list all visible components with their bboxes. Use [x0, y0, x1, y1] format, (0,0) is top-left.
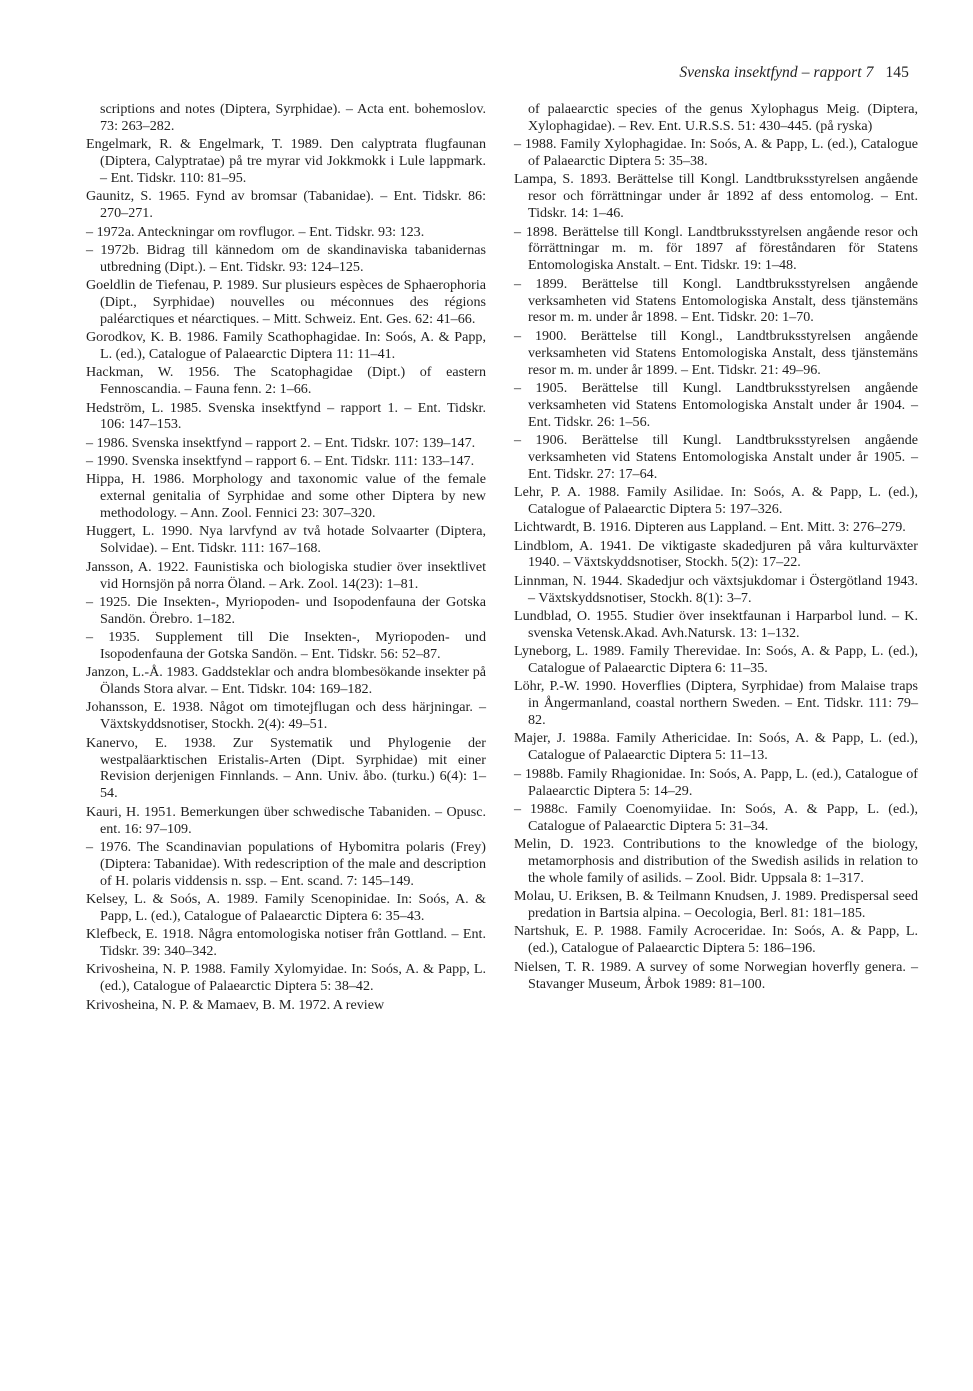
reference-entry: Kelsey, L. & Soós, A. 1989. Family Scenopinidae. In: Soós, A. & Papp, L. (ed.), Catalogue of Palaearctic Diptera 6: 35–43.	[86, 890, 486, 924]
reference-entry: Engelmark, R. & Engelmark, T. 1989. Den calyptrata flugfaunan (Diptera, Calyptratae) på tre myrar vid Jokkmokk i Lule lappmark. – Ent. Tidskr. 110: 81–95.	[86, 136, 486, 187]
reference-entry: Janzon, L.-Å. 1983. Gaddsteklar och andra blombesökande insekter på Ölands Stora alvar. – Ent. Tidskr. 104: 169–182.	[86, 664, 486, 698]
journal-title: Svenska insektfynd – rapport 7	[679, 64, 874, 81]
reference-entry: – 1988. Family Xylophagidae. In: Soós, A. & Papp, L. (ed.), Catalogue of Palaearctic Diptera 5: 35–38.	[514, 136, 918, 170]
reference-entry: Huggert, L. 1990. Nya larvfynd av två hotade Solvaarter (Diptera, Solvidae). – Ent. Tidskr. 111: 167–168.	[86, 523, 486, 557]
reference-entry: Gorodkov, K. B. 1986. Family Scathophagidae. In: Soós, A. & Papp, L. (ed.), Catalogue of Palaearctic Diptera 11: 11–41.	[86, 329, 486, 363]
reference-entry: – 1986. Svenska insektfynd – rapport 2. – Ent. Tidskr. 107: 139–147.	[86, 434, 476, 451]
reference-entry: Hackman, W. 1956. The Scatophagidae (Dipt.) of eastern Fennoscandia. – Fauna fenn. 2: 1–66.	[86, 364, 486, 398]
reference-entry: Lindblom, A. 1941. De viktigaste skadedjuren på våra kulturväxter 1940. – Växtskyddsnotiser, Stockh. 5(2): 17–22.	[514, 537, 918, 571]
reference-entry: Melin, D. 1923. Contributions to the knowledge of the biology, metamorphosis and distribution of the Swedish asilids in relation to the whole family of asilids. – Zool. Bidr. Uppsala 8: 1–317.	[514, 836, 918, 886]
reference-entry: – 1988b. Family Rhagionidae. In: Soós, A. Papp, L. (ed.), Catalogue of Palaearctic Diptera 5: 14–29.	[514, 765, 918, 799]
reference-entry: – 1972a. Anteckningar om rovflugor. – Ent. Tidskr. 93: 123.	[86, 223, 425, 240]
reference-entry: Linnman, N. 1944. Skadedjur och växtsjukdomar i Östergötland 1943. – Växtskyddsnotiser, Stockh. 8(1): 3–7.	[514, 572, 918, 606]
reference-entry: Lehr, P. A. 1988. Family Asilidae. In: Soós, A. & Papp, L. (ed.), Catalogue of Palaearctic Diptera 5: 197–326.	[514, 484, 918, 517]
reference-entry: – 1899. Berättelse till Kongl. Landtbruksstyrelsen angående verksamheten vid Statens Entomologiska Anstalt, dess tjänstemäns resor m. m. under år 1898. – Ent. Tidskr. 20: 1–70.	[514, 275, 918, 326]
reference-entry: Lichtwardt, B. 1916. Dipteren aus Lappland. – Ent. Mitt. 3: 276–279.	[514, 519, 906, 536]
reference-entry: – 1935. Supplement till Die Insekten-, Myriopoden- und Isopodenfauna der Gotska Sandön. – Ent. Tidskr. 56: 52–87.	[86, 629, 486, 662]
reference-entry: – 1900. Berättelse till Kongl., Landtbruksstyrelsen angående verksamheten vid Statens Entomologiska Anstalt, dess tjänstemäns resor m. m. under år 1899. – Ent. Tidskr. 21: 49–96.	[514, 327, 918, 378]
reference-entry: – 1906. Berättelse till Kungl. Landtbruksstyrelsen angående verksamheten vid Statens Entomologiska Anstalt under år 1905. – Ent. Tidskr. 27: 17–64.	[514, 431, 918, 482]
reference-entry: – 1988c. Family Coenomyiidae. In: Soós, A. & Papp, L. (ed.), Catalogue of Palaearctic Diptera 5: 31–34.	[514, 800, 918, 834]
reference-entry: – 1990. Svenska insektfynd – rapport 6. – Ent. Tidskr. 111: 133–147.	[86, 453, 475, 470]
reference-entry: Nartshuk, E. P. 1988. Family Acroceridae. In: Soós, A. & Papp, L. (ed.), Catalogue of Palaearctic Diptera 5: 186–196.	[514, 923, 918, 957]
reference-entry: Majer, J. 1988a. Family Athericidae. In: Soós, A. & Papp, L. (ed.), Catalogue of Palaearctic Diptera 5: 11–13.	[514, 730, 918, 764]
reference-entry: – 1898. Berättelse till Kongl. Landtbruksstyrelsen angående resor och förrättningar m. m. för 1897 af föreståndaren för Statens Entomologiska Anstalt. – Ent. Tidskr. 19: 1–48.	[514, 223, 918, 274]
reference-entry: Lyneborg, L. 1989. Family Therevidae. In: Soós, A. & Papp, L. (ed.), Catalogue of Palaearctic Diptera 6: 11–35.	[514, 643, 918, 677]
reference-entry: Johansson, E. 1938. Något om timotejflugan och dess härjningar. – Växtskyddsnotiser, Stockh. 2(4): 49–51.	[86, 699, 486, 733]
reference-entry: Hedström, L. 1985. Svenska insektfynd – rapport 1. – Ent. Tidskr. 106: 147–153.	[86, 399, 486, 433]
reference-entry: Kauri, H. 1951. Bemerkungen über schwedische Tabaniden. – Opusc. ent. 16: 97–109.	[86, 803, 486, 837]
reference-column-right	[514, 101, 918, 994]
reference-entry: Klefbeck, E. 1918. Några entomologiska notiser från Gottland. – Ent. Tidskr. 39: 340–342.	[86, 926, 486, 960]
reference-entry: Nielsen, T. R. 1989. A survey of some Norwegian hoverfly genera. – Stavanger Museum, Årbok 1989: 81–100.	[514, 958, 918, 992]
reference-entry: of palaearctic species of the genus Xylophagus Meig. (Diptera, Xylophagidae). – Rev. Ent. U.R.S.S. 51: 430–445. (på ryska)	[528, 101, 918, 134]
reference-entry: Gaunitz, S. 1965. Fynd av bromsar (Tabanidae). – Ent. Tidskr. 86: 270–271.	[86, 188, 486, 222]
reference-entry: Krivosheina, N. P. 1988. Family Xylomyidae. In: Soós, A. & Papp, L. (ed.), Catalogue of Palaearctic Diptera 5: 38–42.	[86, 961, 486, 995]
reference-entry: – 1905. Berättelse till Kungl. Landtbruksstyrelsen angående verksamheten vid Statens Entomologiska Anstalt under år 1904. – Ent. Tidskr. 26: 1–56.	[514, 379, 918, 430]
reference-entry: Molau, U. Eriksen, B. & Teilmann Knudsen, J. 1989. Predispersal seed predation in Bartsia alpina. – Oecologia, Berl. 81: 181–185.	[514, 888, 918, 922]
reference-entry: Lundblad, O. 1955. Studier över insektfaunan i Harparbol lund. – K. svenska Vetensk.Akad. Avh.Natursk. 13: 1–132.	[514, 607, 918, 641]
reference-column-left	[86, 101, 486, 1015]
reference-entry: – 1976. The Scandinavian populations of Hybomitra polaris (Frey) (Diptera: Tabanidae). With redescription of the male and description of H. polaris viddensis n. ssp. – Ent. scand. 7: 145–149.	[86, 838, 486, 889]
page-number: 145	[885, 64, 909, 81]
reference-entry: – 1925. Die Insekten-, Myriopoden- und Isopodenfauna der Gotska Sandön. Örebro. 1–182.	[86, 593, 486, 627]
reference-entry: Hippa, H. 1986. Morphology and taxonomic value of the female external genitalia of Syrphidae and some other Diptera by new methodology. – Ann. Zool. Fennici 23: 307–320.	[86, 471, 486, 522]
reference-entry: Krivosheina, N. P. & Mamaev, B. M. 1972. A review	[86, 996, 385, 1013]
reference-entry: Kanervo, E. 1938. Zur Systematik und Phylogenie der westpaläarktischen Eristalis-Arten (Dipt. Syrphidae) mit einer Revision derjenigen Finnlands. – Ann. Univ. åbo. (turku.) 6(4): 1–54.	[86, 734, 486, 802]
running-header	[679, 64, 909, 82]
reference-entry: Lampa, S. 1893. Berättelse till Kongl. Landtbruksstyrelsen angående resor och förrättningar under år 1892 af dess entomolog. – Ent. Tidskr. 14: 1–46.	[514, 171, 918, 222]
reference-entry: scriptions and notes (Diptera, Syrphidae). – Acta ent. bohemoslov. 73: 263–282.	[100, 101, 486, 134]
reference-entry: Jansson, A. 1922. Faunistiska och biologiska studier över insektlivet vid Hornsjön på norra Öland. – Ark. Zool. 14(23): 1–81.	[86, 558, 486, 592]
reference-entry: Löhr, P.-W. 1990. Hoverflies (Diptera, Syrphidae) from Malaise traps in Ångermanland, coastal northern Sweden. – Ent. Tidskr. 111: 79–82.	[514, 678, 918, 729]
reference-entry: Goeldlin de Tiefenau, P. 1989. Sur plusieurs espèces de Sphaerophoria (Dipt., Syrphidae) nouvelles ou méconnues des régions paléarctiques et néarctiques. – Mitt. Schweiz. Ent. Ges. 62: 41–66.	[86, 277, 486, 327]
reference-entry: – 1972b. Bidrag till kännedom om de skandinaviska tabanidernas utbredning (Dipt.). – Ent. Tidskr. 93: 124–125.	[86, 241, 486, 275]
